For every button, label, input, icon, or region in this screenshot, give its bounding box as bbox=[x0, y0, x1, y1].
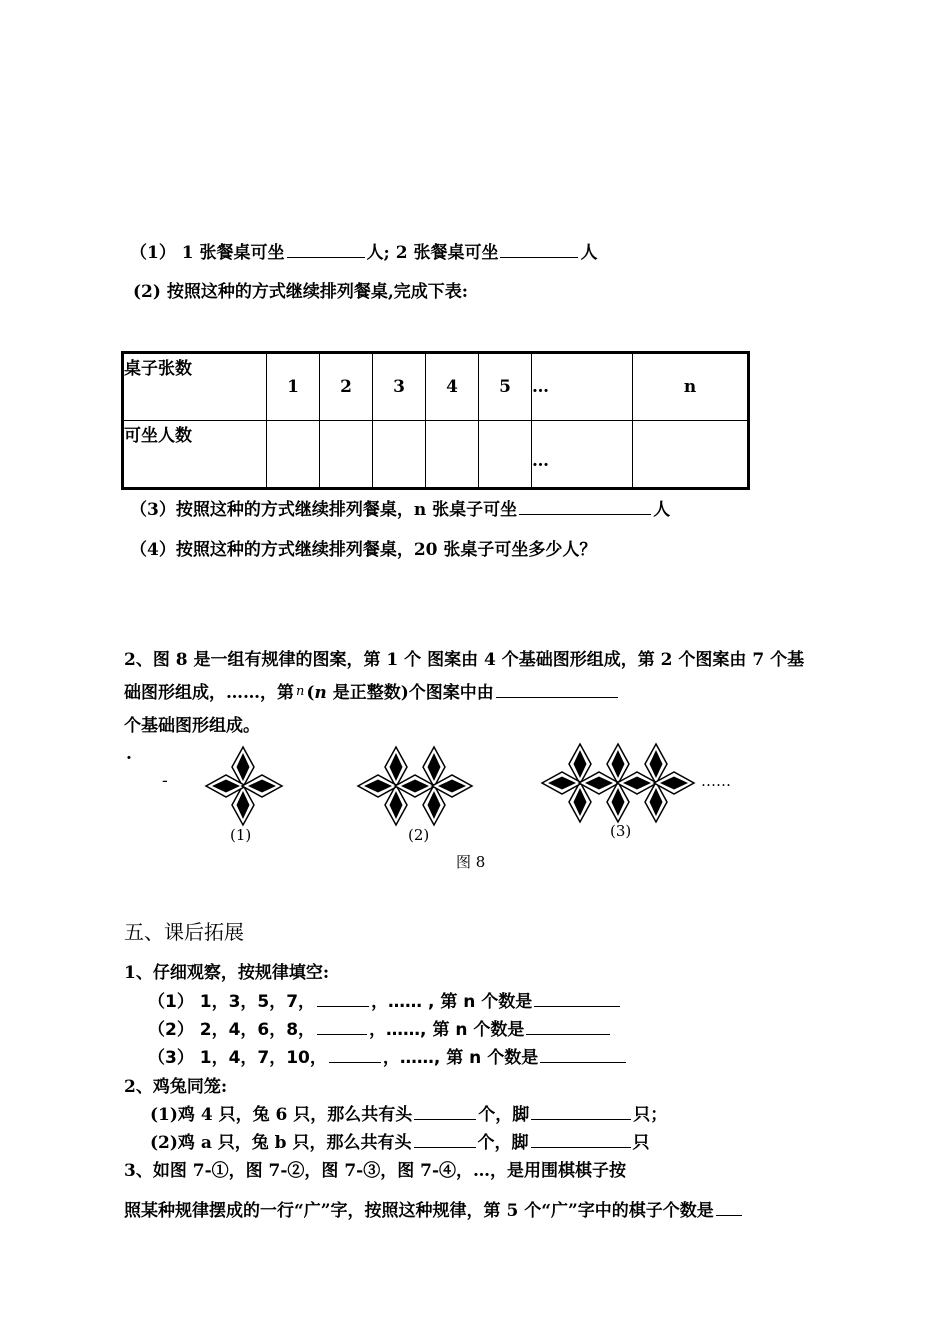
pattern-2 bbox=[358, 747, 472, 825]
problem-2-text: ( bbox=[306, 683, 315, 703]
answer-blank[interactable] bbox=[526, 1017, 610, 1035]
q3-text: （3）按照这种的方式继续排列餐桌，n 张桌子可坐 bbox=[130, 500, 518, 520]
table-cell: … bbox=[532, 421, 633, 489]
sequence-text: ，……, 第 n 个数是 bbox=[382, 1048, 539, 1068]
answer-blank[interactable] bbox=[414, 1102, 476, 1120]
problem-2-text: 础图形组成，……，第 bbox=[124, 683, 294, 703]
sequence-text: （2） 2，4，6，8， bbox=[148, 1020, 316, 1040]
table-cell: n bbox=[633, 353, 749, 421]
chicken-rabbit-text: (1)鸡 4 只，兔 6 只，那么共有头 bbox=[150, 1105, 413, 1125]
answer-blank[interactable] bbox=[317, 1017, 367, 1035]
row-header-seats: 可坐人数 bbox=[123, 421, 267, 489]
answer-blank[interactable] bbox=[716, 1198, 742, 1216]
answer-blank[interactable] bbox=[329, 1045, 381, 1063]
pattern-3 bbox=[542, 744, 694, 822]
table-cell: … bbox=[532, 353, 633, 421]
problem-2-line-1: 2、图 8 是一组有规律的图案，第 1 个 图案由 4 个基础图形组成，第 2 个图案由 7 个基 bbox=[124, 650, 805, 670]
answer-blank[interactable] bbox=[317, 989, 369, 1007]
figure-caption: 图 8 bbox=[456, 853, 486, 871]
chicken-rabbit-text: 个，脚 bbox=[478, 1105, 530, 1125]
question-4: （4）按照这种的方式继续排列餐桌，20 张桌子可坐多少人？ bbox=[130, 540, 597, 560]
pattern-1 bbox=[206, 747, 282, 825]
table-cell: 1 bbox=[267, 353, 320, 421]
s5-question-3-line-2 bbox=[124, 1196, 744, 1221]
problem-2-line-3: 个基础图形组成。 bbox=[124, 716, 260, 736]
figure-label-1: (1) bbox=[230, 826, 252, 844]
figure-ellipsis: …… bbox=[701, 772, 731, 790]
table-cell: 2 bbox=[320, 353, 373, 421]
s5-q1-item-3 bbox=[148, 1043, 628, 1068]
chicken-rabbit-text: 只 bbox=[632, 1133, 650, 1153]
q3-suffix: 人 bbox=[653, 500, 671, 520]
problem-2-text: 是正整数)个图案中由 bbox=[326, 683, 494, 703]
chicken-rabbit-text: (2)鸡 a 只，兔 b 只，那么共有头 bbox=[150, 1133, 412, 1153]
chicken-rabbit-text: 个，脚 bbox=[477, 1133, 529, 1153]
answer-blank[interactable] bbox=[531, 1130, 631, 1148]
sequence-text: ，……, 第 n 个数是 bbox=[369, 1020, 525, 1040]
s5-question-1-title: 1、仔细观察，按规律填空: bbox=[124, 963, 330, 983]
answer-blank[interactable] bbox=[540, 1045, 626, 1063]
q1-mid: 人; 2 张餐桌可坐 bbox=[366, 243, 499, 263]
question-2-instruction: (2) 按照这种的方式继续排列餐桌,完成下表: bbox=[133, 282, 469, 302]
section-title: 五、课后拓展 bbox=[124, 920, 244, 944]
s5-q1-item-2 bbox=[148, 1015, 612, 1040]
s5-question-3-line-1: 3、如图 7-①，图 7-②，图 7-③，图 7-④，…，是用围棋棋子按 bbox=[124, 1161, 627, 1181]
figure-label-2: (2) bbox=[408, 826, 430, 844]
chicken-rabbit-text: 只； bbox=[633, 1105, 668, 1125]
s5-q2-item-2 bbox=[150, 1128, 650, 1153]
answer-blank[interactable] bbox=[531, 1102, 631, 1120]
table-cell: 4 bbox=[426, 353, 479, 421]
stray-dash: - bbox=[162, 771, 168, 791]
q1-suffix: 人 bbox=[580, 243, 598, 263]
q1-prefix: （1） 1 张餐桌可坐 bbox=[130, 243, 285, 263]
variable-n: n bbox=[314, 683, 327, 703]
table-cell: 5 bbox=[479, 353, 532, 421]
variable-n: n bbox=[296, 684, 305, 699]
sequence-text: （1） 1，3，5，7， bbox=[148, 992, 316, 1012]
table-cell: 3 bbox=[373, 353, 426, 421]
s5-q2-item-1 bbox=[150, 1100, 667, 1125]
stray-dot: . bbox=[126, 744, 132, 764]
answer-blank[interactable] bbox=[534, 989, 620, 1007]
sequence-text: ，…… , 第 n 个数是 bbox=[371, 992, 533, 1012]
s5-q1-item-1 bbox=[148, 987, 622, 1012]
sequence-text: （3） 1，4，7，10， bbox=[148, 1048, 327, 1068]
s5-question-2-title: 2、鸡兔同笼: bbox=[124, 1077, 228, 1097]
row-header-tables: 桌子张数 bbox=[123, 353, 267, 421]
figure-label-3: (3) bbox=[610, 822, 632, 840]
answer-blank[interactable] bbox=[414, 1130, 476, 1148]
guang-text: 照某种规律摆成的一行“广”字，按照这种规律，第 5 个“广”字中的棋子个数是 bbox=[124, 1201, 714, 1221]
